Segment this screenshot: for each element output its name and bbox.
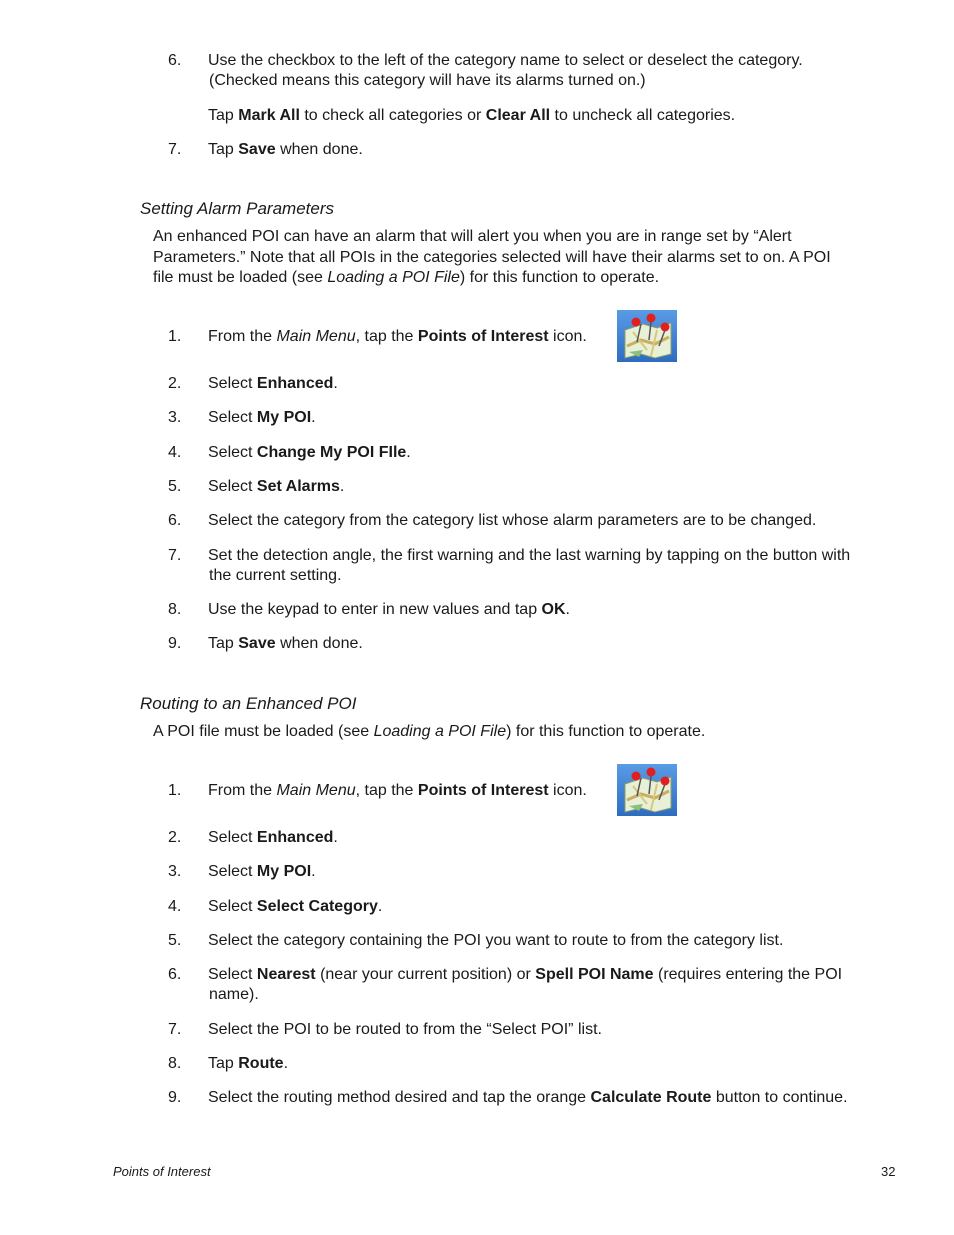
step-text: Select Enhanced.	[208, 375, 338, 392]
step-number: 2.	[168, 829, 182, 846]
step-number: 5.	[168, 932, 182, 949]
step-text: Use the keypad to enter in new values and tap OK.	[208, 601, 570, 618]
step-text: Select My POI.	[208, 409, 316, 426]
step-number: 6.	[168, 52, 182, 69]
step-text: Select the routing method desired and tap the orange Calculate Route button to continue.	[208, 1089, 848, 1106]
step-text: Use the checkbox to the left of the category name to select or deselect the category.	[208, 52, 803, 69]
step-number: 5.	[168, 478, 182, 495]
step-subnote: Tap Mark All to check all categories or Clear All to uncheck all categories.	[208, 107, 736, 124]
step-number: 2.	[168, 375, 182, 392]
step-number: 7.	[168, 1021, 182, 1038]
step-text-cont: the current setting.	[209, 567, 342, 584]
step-number: 3.	[168, 863, 182, 880]
section-heading-routing: Routing to an Enhanced POI	[140, 694, 357, 713]
step-number: 8.	[168, 601, 182, 618]
footer-section-name: Points of Interest	[113, 1164, 211, 1179]
step-number: 6.	[168, 512, 182, 529]
section-heading-alarm: Setting Alarm Parameters	[140, 199, 334, 218]
step-number: 8.	[168, 1055, 182, 1072]
step-text: Select the POI to be routed to from the “Select POI” list.	[208, 1021, 602, 1038]
step-text: Set the detection angle, the first warning and the last warning by tapping on the button with	[208, 547, 851, 564]
step-text: Tap Save when done.	[208, 635, 363, 652]
step-number: 9.	[168, 1089, 182, 1106]
step-text-cont: (Checked means this category will have its alarms turned on.)	[209, 72, 646, 89]
points-of-interest-icon	[617, 310, 677, 362]
step-text: Select Enhanced.	[208, 829, 338, 846]
step-number: 7.	[168, 141, 182, 158]
step-number: 1.	[168, 328, 182, 345]
step-text: Select Change My POI FIle.	[208, 444, 411, 461]
step-text: Select the category from the category list whose alarm parameters are to be changed.	[208, 512, 817, 529]
step-number: 1.	[168, 782, 182, 799]
step-text-cont: name).	[209, 986, 259, 1003]
page-number: 32	[881, 1164, 896, 1179]
step-number: 4.	[168, 444, 182, 461]
step-text: Select Select Category.	[208, 898, 383, 915]
step-text: Select the category containing the POI you want to route to from the category list.	[208, 932, 784, 949]
step-number: 3.	[168, 409, 182, 426]
step-text: Select My POI.	[208, 863, 316, 880]
step-text: From the Main Menu, tap the Points of Interest icon.	[208, 328, 587, 345]
step-number: 7.	[168, 547, 182, 564]
points-of-interest-icon	[617, 764, 677, 816]
step-number: 9.	[168, 635, 182, 652]
step-number: 6.	[168, 966, 182, 983]
step-text: Tap Route.	[208, 1055, 289, 1072]
routing-intro: A POI file must be loaded (see Loading a POI File) for this function to operate.	[153, 723, 706, 740]
step-number: 4.	[168, 898, 182, 915]
step-text: Select Nearest (near your current position) or Spell POI Name (requires entering the POI	[208, 966, 843, 983]
alarm-intro: An enhanced POI can have an alarm that will alert you when you are in range set by “Alert Parameters.” Note that all POIs in the categories selected will have their alarms set to on. A POI file must be loaded (see Loading a POI File) for this function to operate.	[153, 228, 831, 286]
step-text: Tap Save when done.	[208, 141, 363, 158]
step-text: From the Main Menu, tap the Points of Interest icon.	[208, 782, 587, 799]
step-text: Select Set Alarms.	[208, 478, 345, 495]
